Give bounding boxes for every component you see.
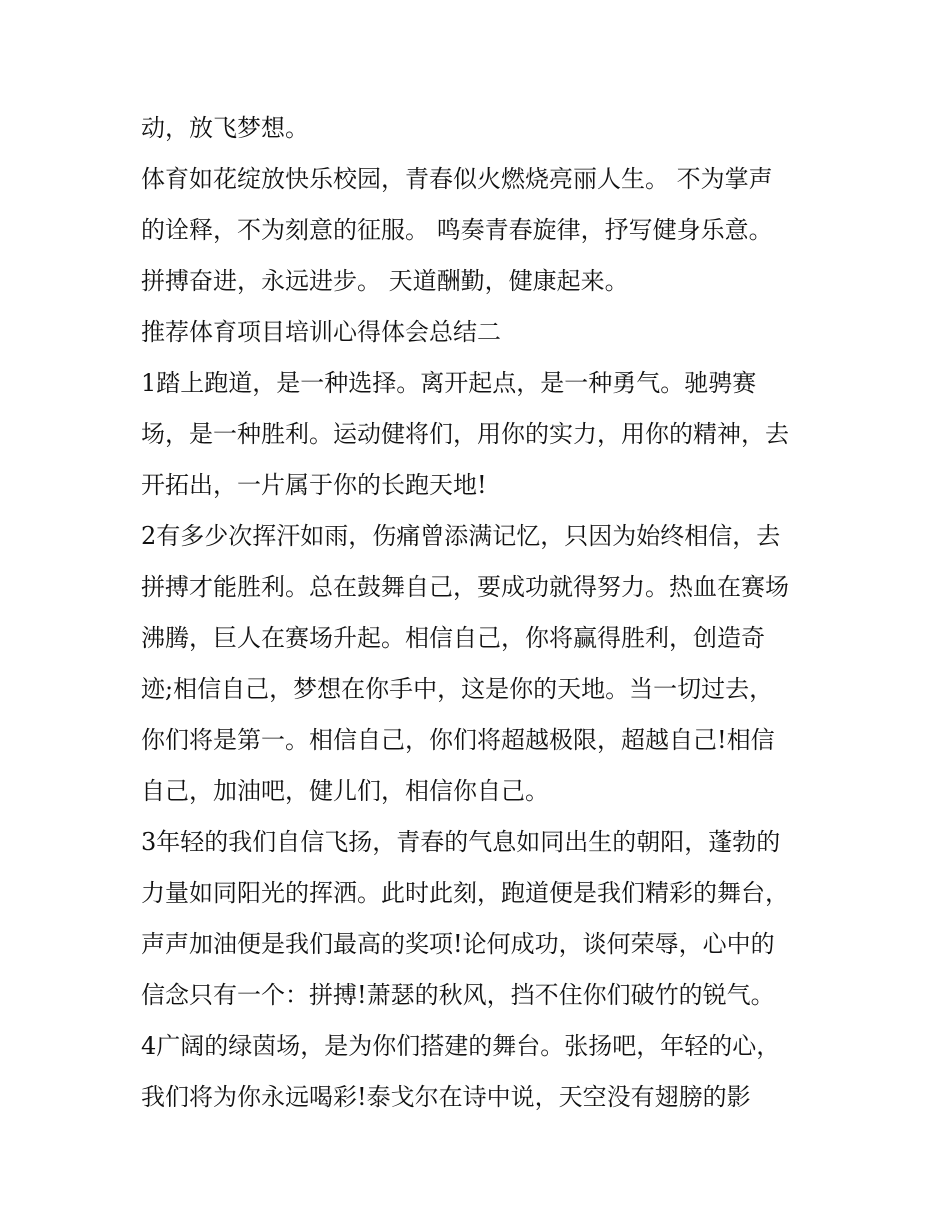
text-line: 迹;相信自己，梦想在你手中，这是你的天地。当一切过去，	[141, 675, 774, 703]
text-line: 我们将为你永远喝彩!泰戈尔在诗中说，天空没有翅膀的影	[141, 1083, 751, 1111]
text-line: 声声加油便是我们最高的奖项!论何成功，谈何荣辱，心中的	[141, 930, 775, 958]
text-line: 体育如花绽放快乐校园，青春似火燃烧亮丽人生。 不为掌声	[141, 165, 773, 193]
text-line: 3年轻的我们自信飞扬，青春的气息如同出生的朝阳，蓬勃的	[141, 828, 781, 856]
text-line: 1踏上跑道，是一种选择。离开起点，是一种勇气。驰骋赛	[141, 369, 757, 397]
text-line: 4广阔的绿茵场，是为你们搭建的舞台。张扬吧，年轻的心，	[141, 1032, 781, 1060]
section-heading: 推荐体育项目培训心得体会总结二	[141, 318, 501, 346]
text-line: 沸腾，巨人在赛场升起。相信自己，你将赢得胜利，创造奇	[141, 624, 765, 652]
text-line: 拼搏才能胜利。总在鼓舞自己，要成功就得努力。热血在赛场	[141, 573, 789, 601]
text-line: 场，是一种胜利。运动健将们，用你的实力，用你的精神，去	[141, 420, 789, 448]
text-line: 自己，加油吧，健儿们，相信你自己。	[141, 777, 549, 805]
text-line: 你们将是第一。相信自己，你们将超越极限，超越自己!相信	[141, 726, 775, 754]
text-line: 2有多少次挥汗如雨，伤痛曾添满记忆，只因为始终相信，去	[141, 522, 781, 550]
text-line: 拼搏奋进，永远进步。 天道酬勤，健康起来。	[141, 267, 629, 295]
text-line: 开拓出，一片属于你的长跑天地!	[141, 471, 487, 499]
text-line: 的诠释，不为刻意的征服。 鸣奏青春旋律，抒写健身乐意。	[141, 216, 773, 244]
text-line: 动，放飞梦想。	[141, 114, 309, 142]
text-line: 信念只有一个：拼搏!萧瑟的秋风，挡不住你们破竹的锐气。	[141, 981, 775, 1009]
text-line: 力量如同阳光的挥洒。此时此刻，跑道便是我们精彩的舞台，	[141, 879, 789, 907]
